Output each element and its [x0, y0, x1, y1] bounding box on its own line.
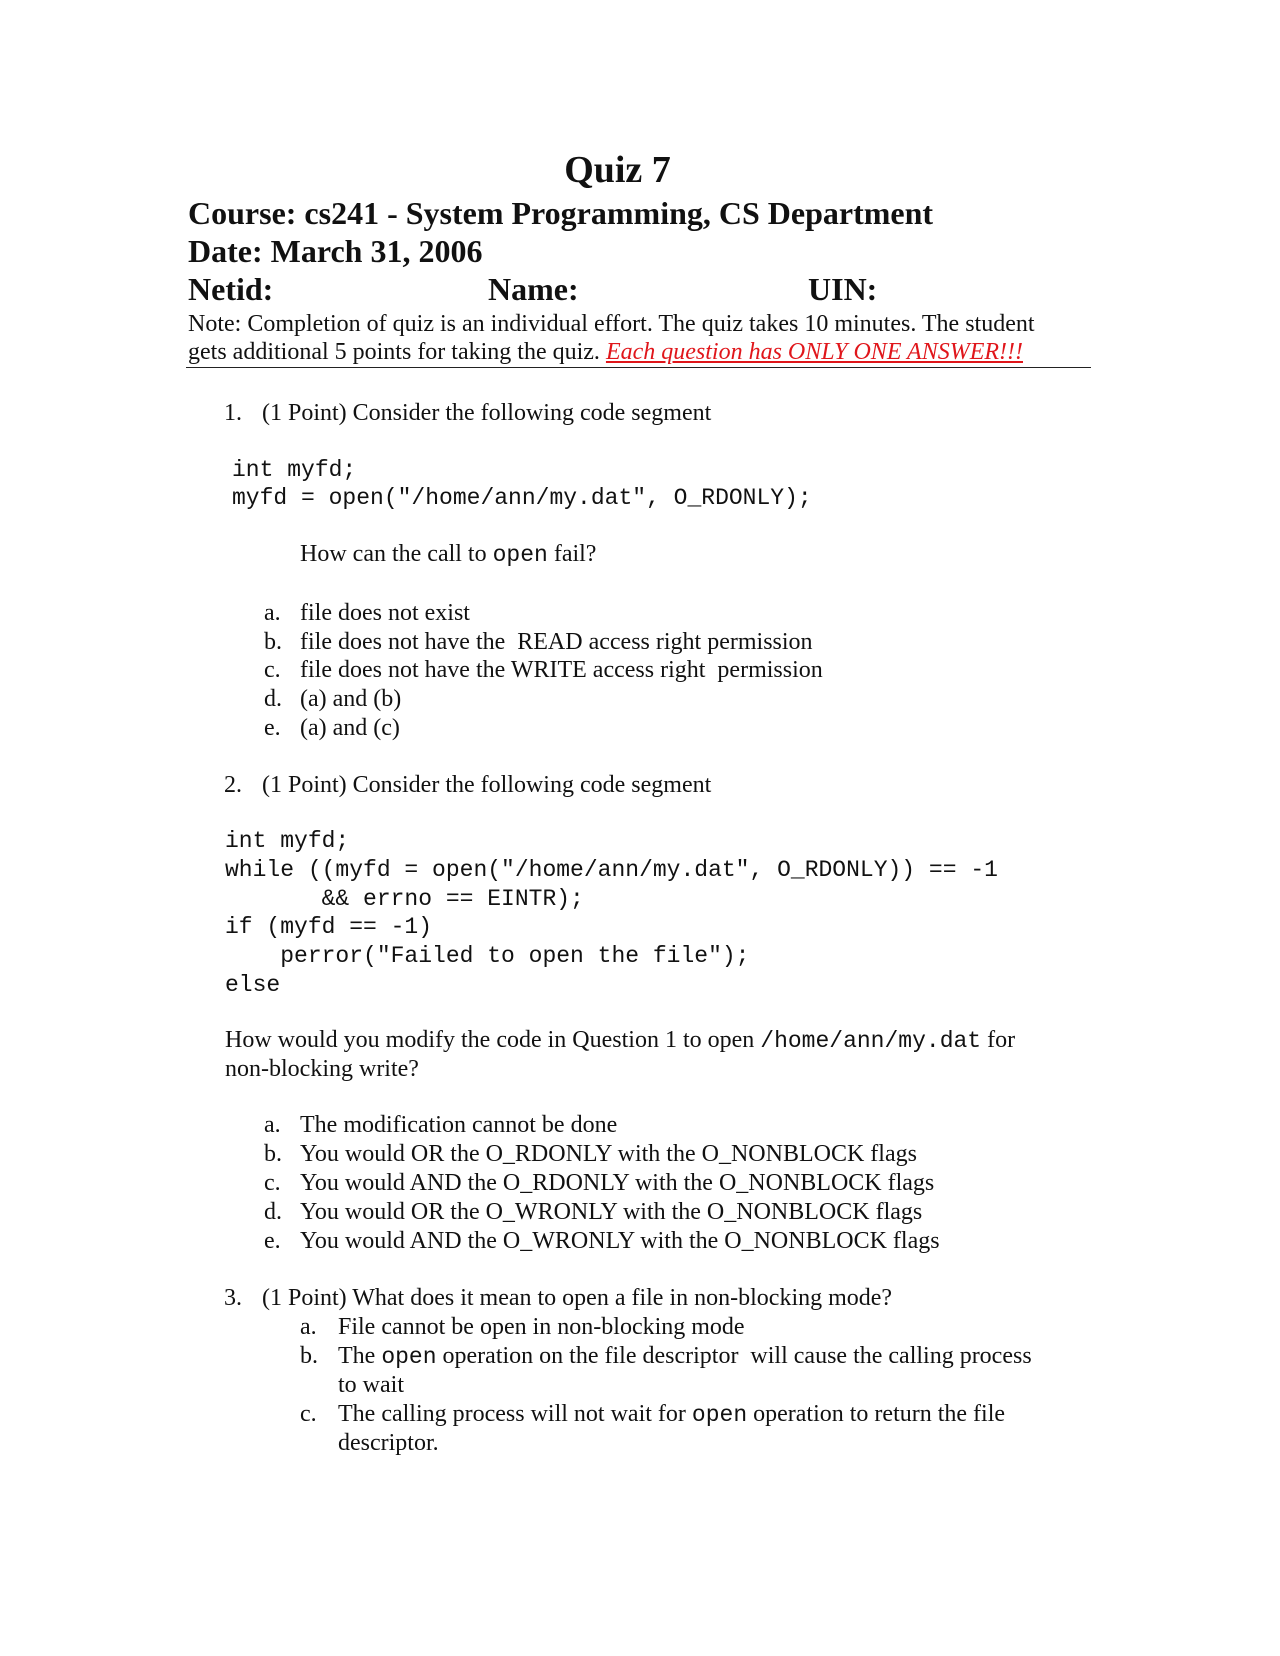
q1-question-code: open [492, 542, 548, 568]
q1-option-letter: b. [264, 629, 282, 655]
q2-code-line-4: if (myfd == -1) [225, 914, 433, 940]
date-heading: Date: March 31, 2006 [188, 233, 483, 269]
note-line-1: Note: Completion of quiz is an individual effort. The quiz takes 10 minutes. The student [188, 311, 1035, 337]
netid-label: Netid: [188, 271, 274, 307]
q3-option-b-code: open [381, 1344, 437, 1370]
q2-option-text: You would AND the O_RDONLY with the O_NONBLOCK flags [300, 1170, 935, 1196]
note-line-2-text: gets additional 5 points for taking the quiz. [188, 339, 606, 365]
q3-option-b-line-2: to wait [338, 1372, 404, 1398]
q3-option-b-pre: The [338, 1343, 382, 1369]
q1-option-text: (a) and (c) [300, 715, 400, 741]
q2-question-code: /home/ann/my.dat [760, 1028, 982, 1054]
q1-question [300, 539, 596, 570]
q3-option-c-line-2: descriptor. [338, 1430, 439, 1456]
q3-option-c-post: operation to return the file [747, 1401, 1006, 1427]
q2-question [225, 1025, 1015, 1056]
q3-option-letter: b. [300, 1343, 318, 1369]
q1-option-letter: c. [264, 657, 281, 683]
q2-option-text: The modification cannot be done [300, 1112, 618, 1138]
name-label: Name: [488, 271, 579, 307]
q2-option-text: You would OR the O_WRONLY with the O_NONBLOCK flags [300, 1199, 923, 1225]
q3-number: 3. [224, 1285, 242, 1311]
q3-option-letter: a. [300, 1314, 317, 1340]
q2-question-post: for [981, 1027, 1016, 1053]
q2-option-text: You would OR the O_RDONLY with the O_NONBLOCK flags [300, 1141, 917, 1167]
q1-code-line-2: myfd = open("/home/ann/my.dat", O_RDONLY); [232, 485, 812, 511]
note-line-2 [188, 337, 1023, 367]
q2-code-line-5: perror("Failed to open the file"); [225, 943, 750, 969]
q1-code-line-1: int myfd; [232, 457, 357, 483]
q1-question-pre: How can the call to [300, 541, 493, 567]
q1-option-letter: a. [264, 600, 281, 626]
course-heading: Course: cs241 - System Programming, CS Department [188, 195, 934, 231]
q2-question-pre: How would you modify the code in Question 1 to open [225, 1027, 761, 1053]
q2-option-letter: a. [264, 1112, 281, 1138]
q2-option-letter: c. [264, 1170, 281, 1196]
q1-option-text: file does not have the READ access right permission [300, 629, 813, 655]
q3-option-c-code: open [691, 1402, 748, 1428]
q1-question-post: fail? [547, 541, 597, 567]
q1-option-letter: e. [264, 715, 281, 741]
q1-option-text: file does not have the WRITE access right permission [300, 657, 823, 683]
q2-option-letter: d. [264, 1199, 282, 1225]
uin-label: UIN: [808, 271, 878, 307]
q2-code-line-1: int myfd; [225, 828, 350, 854]
q1-prompt: (1 Point) Consider the following code segment [262, 400, 712, 426]
q3-option-text [338, 1399, 1005, 1430]
q2-code-line-3: && errno == EINTR); [225, 886, 584, 912]
one-answer-warning: Each question has ONLY ONE ANSWER!!! [605, 339, 1023, 365]
q2-number: 2. [224, 772, 242, 798]
q1-option-text: (a) and (b) [300, 686, 402, 712]
q3-option-text [338, 1341, 1032, 1372]
q3-prompt: (1 Point) What does it mean to open a file in non-blocking mode? [262, 1285, 893, 1311]
q1-option-text: file does not exist [300, 600, 470, 626]
q3-option-b-post: operation on the file descriptor will cause the calling process [436, 1343, 1032, 1369]
q3-option-letter: c. [300, 1401, 317, 1427]
q3-option-c-pre: The calling process will not wait for [338, 1401, 692, 1427]
q1-option-letter: d. [264, 686, 282, 712]
q2-option-text: You would AND the O_WRONLY with the O_NONBLOCK flags [300, 1228, 940, 1254]
q2-code-line-2: while ((myfd = open("/home/ann/my.dat", O_RDONLY)) == -1 [225, 857, 998, 883]
quiz-title: Quiz 7 [564, 149, 671, 191]
q2-option-letter: b. [264, 1141, 282, 1167]
q2-option-letter: e. [264, 1228, 281, 1254]
q2-prompt: (1 Point) Consider the following code segment [262, 772, 712, 798]
q2-code-line-6: else [225, 972, 281, 998]
q2-question-line-2: non-blocking write? [225, 1056, 419, 1082]
q1-number: 1. [224, 400, 242, 426]
header-divider [186, 367, 1091, 368]
q3-option-text: File cannot be open in non-blocking mode [338, 1314, 745, 1340]
